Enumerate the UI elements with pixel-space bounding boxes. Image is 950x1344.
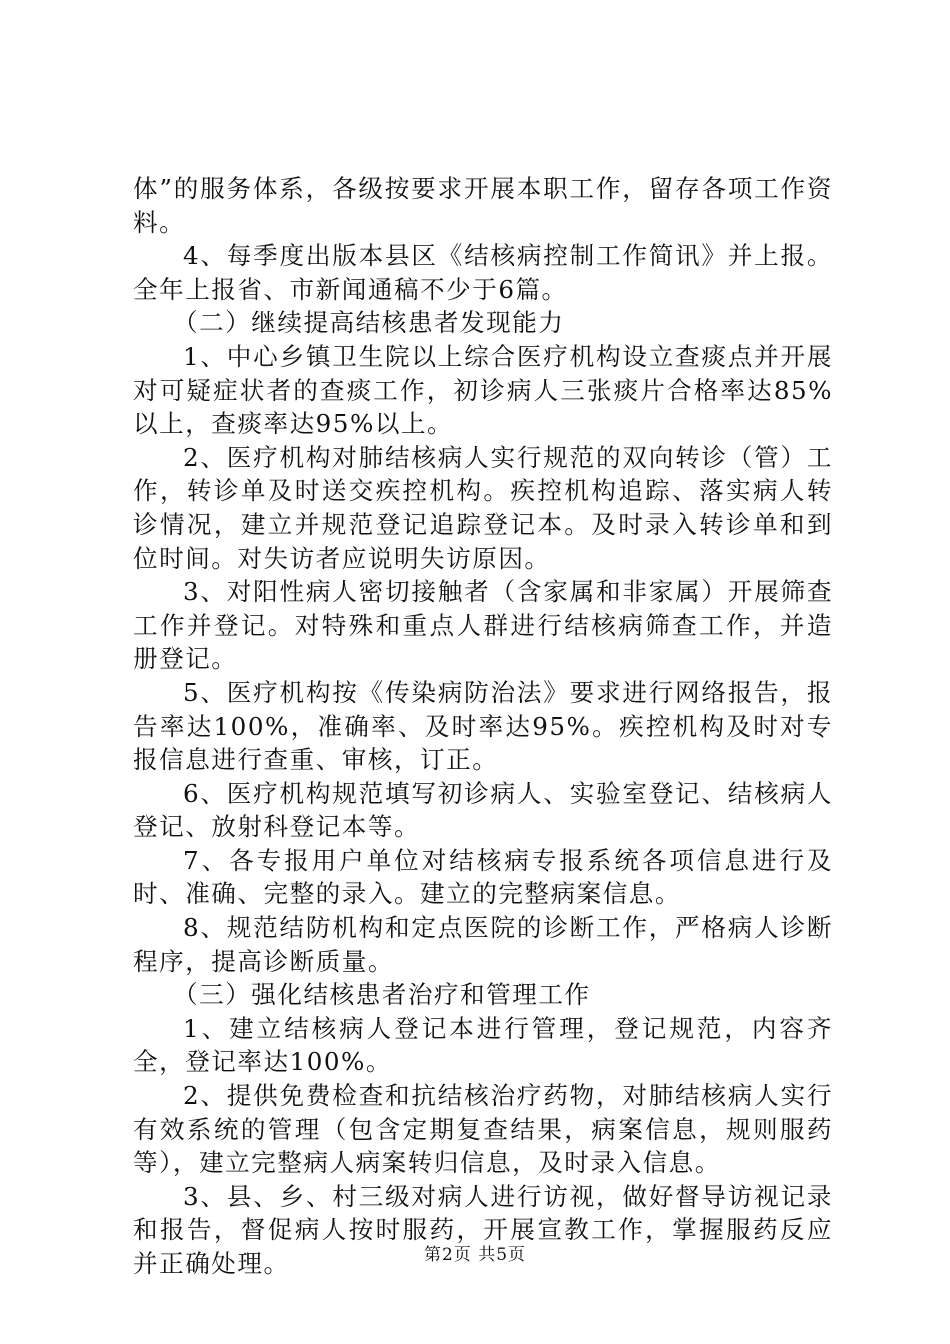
paragraph-item-5-reporting: 5、医疗机构按《传染病防治法》要求进行网络报告，报告率达100%，准确率、及时率达95%。疾控机构及时对专报信息进行查重、审核，订正。 bbox=[133, 677, 833, 775]
paragraph-item-2-treatment: 2、提供免费检查和抗结核治疗药物，对肺结核病人实行有效系统的管理（包含定期复查结果，病案信息，规则服药等），建立完整病人病案转归信息，及时录入信息。 bbox=[133, 1081, 833, 1178]
section-heading-2: （二）继续提高结核患者发现能力 bbox=[173, 308, 565, 338]
section-heading-3: （三）强化结核患者治疗和管理工作 bbox=[173, 980, 591, 1010]
page-number-footer: 第2页 共5页 bbox=[423, 1245, 527, 1265]
paragraph-continuation: 体”的服务体系，各级按要求开展本职工作，留存各项工作资料。 bbox=[133, 174, 833, 237]
paragraph-item-4-bulletin: 4、每季度出版本县区《结核病控制工作简讯》并上报。全年上报省、市新闻通稿不少于6篇。 bbox=[133, 241, 833, 304]
paragraph-item-3-visits: 3、县、乡、村三级对病人进行访视，做好督导访视记录和报告，督促病人按时服药，开展宣教工作，掌握服药反应并正确处理。 bbox=[133, 1181, 833, 1278]
paragraph-item-7-data-entry: 7、各专报用户单位对结核病专报系统各项信息进行及时、准确、完整的录入。建立的完整病案信息。 bbox=[133, 845, 833, 909]
paragraph-item-6-registers: 6、医疗机构规范填写初诊病人、实验室登记、结核病人登记、放射科登记本等。 bbox=[133, 778, 833, 842]
paragraph-item-8-diagnosis: 8、规范结防机构和定点医院的诊断工作，严格病人诊断程序，提高诊断质量。 bbox=[133, 913, 833, 976]
paragraph-item-1-sputum: 1、中心乡镇卫生院以上综合医疗机构设立查痰点并开展对可疑症状者的查痰工作，初诊病人三张痰片合格率达85%以上，查痰率达95%以上。 bbox=[133, 341, 833, 439]
document-body bbox=[133, 172, 833, 1281]
paragraph-item-1-register: 1、建立结核病人登记本进行管理，登记规范，内容齐全，登记率达100%。 bbox=[133, 1013, 833, 1077]
paragraph-item-3-screening: 3、对阳性病人密切接触者（含家属和非家属）开展筛查工作并登记。对特殊和重点人群进行结核病筛查工作，并造册登记。 bbox=[133, 577, 833, 674]
paragraph-item-2-referral: 2、医疗机构对肺结核病人实行规范的双向转诊（管）工作，转诊单及时送交疾控机构。疾控机构追踪、落实病人转诊情况，建立并规范登记追踪登记本。及时录入转诊单和到位时间。对失访者应说明失访原因。 bbox=[133, 442, 833, 573]
